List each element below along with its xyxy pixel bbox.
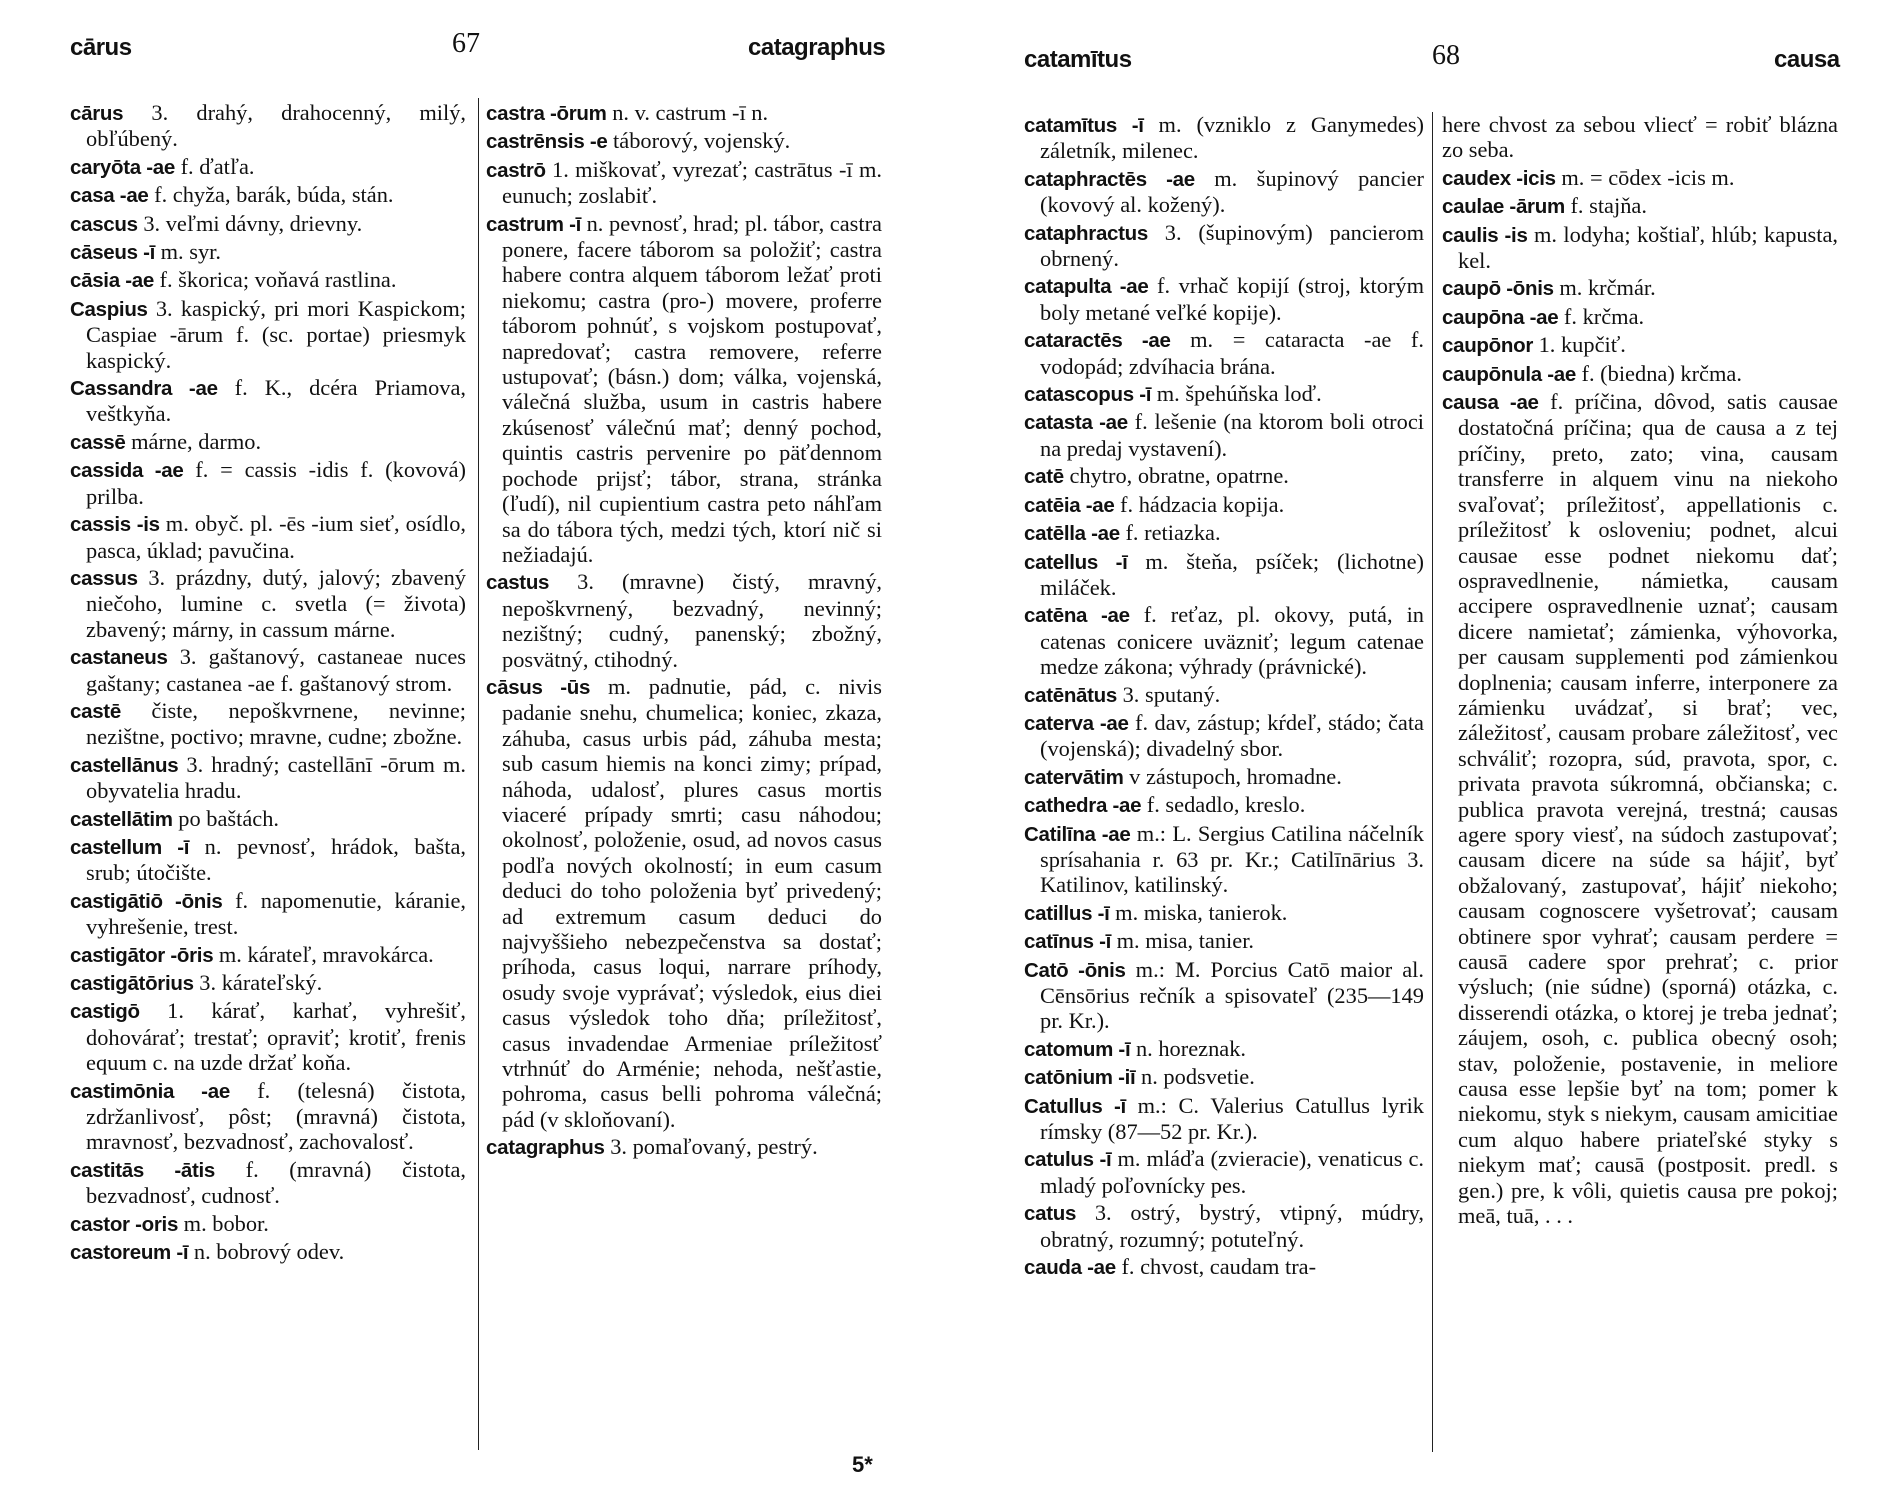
entry-definition: 3. sputaný. (1117, 681, 1221, 707)
entry-headword: castus (486, 571, 550, 595)
entry-definition: f. = cassis -idis f. (kovová) prilba. (86, 457, 467, 509)
dictionary-entry (1442, 332, 1838, 358)
entry-headword: catellus -ī (1024, 550, 1128, 574)
entry-headword: cārus (70, 102, 124, 125)
dictionary-entry (70, 834, 466, 886)
entry-headword: castigō (70, 1000, 140, 1024)
dictionary-entry (1024, 928, 1424, 954)
entry-definition: 3. kaspický, pri mori Kaspickom; Caspiae -ārum f. (sc. portae) priesmyk kaspický. (86, 295, 466, 373)
entry-definition: n. pevnosť, hrádok, bašta, srub; útočište. (86, 833, 466, 886)
entry-definition: m. šteňa, psíček; (lichotne) miláček. (1040, 548, 1424, 600)
dictionary-entry (486, 674, 882, 1132)
entry-definition: márne, darmo. (125, 428, 262, 454)
dictionary-entry (1442, 222, 1838, 274)
right-page-number: 68 (1432, 40, 1460, 71)
entry-definition: n. horeznak. (1130, 1035, 1246, 1061)
entry-definition: f. lešenie (na ktorom boli otroci na predaj vystavení). (1040, 409, 1424, 461)
entry-headword: Catō -ōnis (1024, 958, 1126, 982)
entry-definition: m.: C. Valerius Catullus lyrik rímsky (87—52 pr. Kr.). (1040, 1092, 1424, 1145)
entry-headword: castellānus (70, 753, 179, 777)
dictionary-entry (1024, 463, 1424, 489)
entry-headword: caupōnor (1442, 334, 1533, 358)
entry-definition: m. kárateľ, mravokárca. (213, 941, 434, 967)
entry-definition: n. v. castrum -ī n. (606, 100, 769, 125)
entry-definition: 1. miškovať, vyrezať; castrātus -ī m. eunuch; zoslabiť. (502, 156, 882, 209)
entry-headword: castimōnia -ae (70, 1079, 230, 1103)
column-divider (478, 98, 479, 1450)
entry-headword: castra -ōrum (486, 102, 607, 125)
entry-definition: 3. hradný; castellānī -ōrum m. obyvatelia hradu. (86, 751, 466, 804)
dictionary-entry (486, 1134, 882, 1160)
right-page-column-2 (1442, 112, 1838, 1230)
entry-definition: f. hádzacia kopija. (1114, 491, 1285, 517)
entry-definition: m.: L. Sergius Catilina náčelník sprísahania r. 63 pr. Kr.; Catilīnārius 3. Katilinov, katilinský. (1040, 820, 1424, 898)
dictionary-entry (70, 511, 466, 563)
entry-definition: 3. pomaľovaný, pestrý. (604, 1134, 818, 1160)
entry-definition: f. sedadlo, kreslo. (1141, 792, 1306, 818)
dictionary-entry (70, 296, 466, 373)
entry-definition: m. lodyha; koštiaľ, hlúb; kapusta, kel. (1458, 221, 1838, 274)
entry-definition: m. špehúňska loď. (1151, 381, 1322, 407)
entry-headword: catēlla -ae (1024, 522, 1120, 546)
entry-headword: cassē (70, 430, 126, 454)
dictionary-entry (70, 1239, 466, 1265)
entry-headword: caterva -ae (1024, 711, 1129, 735)
entry-definition: n. pevnosť, hrad; pl. tábor, castra ponere, facere táborom sa položiť; castra habere contra alquem táborom ležať proti niekomu; castra (pro-) movere, proferre táborom pohnúť, s vojskom postupovať, napredovať; castra removere, referre ustupovať; (básn.) dom; válka, vojenská, válečná služba, usum in castris habere zkúsenosť válečnú mať; denný pochod, quintis castris pervenire po päťdennom pochode prijsť; tábor, strana, stránka (ľudí), nil cupientium castra peto náhľam sa do tábora tých, medzi tých, ktorí nič si nežiadajú. (502, 210, 882, 567)
entry-definition: m. padnutie, pád, c. nivis padanie snehu, chumelica; koniec, zkaza, záhuba, casus urbis pád, záhuba mesta; sub casum hiemis na konci zimy; prípad, náhoda, udalosť, plures casus mortis viaceré prípady smrti; casu náhodou; okolnosť, položenie, osud, ad novos casus podľa nových okolností; in eum casum deduci do toho položenia byť privedený; ad extremum casum deduci do najvyššieho nebezpečenstva sa dostať; príhoda, casus loqui, narrare príhody, osudy svoje vyprávať; výsledok, eius diei casus výsledok toho dňa; príležitosť, casus invadendae Armeniae príležitosť vtrhnúť do Arménie; nehoda, nešťastie, pohroma, casus belli pohroma válečná; pád (v skloňovaní). (502, 673, 882, 1132)
entry-definition: m. (vzniklo z Ganymedes) záletník, milenec. (1040, 112, 1424, 164)
entry-definition: f. stajňa. (1564, 193, 1647, 219)
entry-headword: catapulta -ae (1024, 275, 1149, 299)
entry-definition: 3. prázdny, dutý, jalový; zbavený niečoho, lumine c. svetla (= života) zbavený; márny, in cassum márne. (86, 564, 466, 642)
dictionary-entry (1024, 409, 1424, 461)
dictionary-entry (70, 888, 466, 940)
dictionary-entry (70, 267, 466, 293)
dictionary-entry (486, 100, 882, 126)
dictionary-entry (1024, 1146, 1424, 1198)
entry-headword: caupōna -ae (1442, 305, 1559, 329)
dictionary-entry (1442, 165, 1838, 191)
dictionary-entry (1024, 792, 1424, 818)
dictionary-entry (1024, 549, 1424, 601)
entry-definition: m. misa, tanier. (1111, 928, 1255, 954)
dictionary-entry (70, 998, 466, 1075)
entry-headword: catillus -ī (1024, 901, 1110, 925)
entry-headword: casa -ae (70, 184, 149, 208)
signature-mark: 5* (852, 1452, 873, 1477)
entry-headword: catagraphus (486, 1136, 605, 1160)
entry-headword: castor -oris (70, 1212, 179, 1236)
entry-definition: chytro, obratne, opatrne. (1063, 463, 1289, 489)
entry-headword: castrēnsis -e (486, 130, 608, 154)
entry-definition: 3. ostrý, bystrý, vtipný, múdry, obratný, rozumný; potuteľný. (1040, 1200, 1424, 1252)
right-page (944, 0, 1888, 1500)
entry-definition: f. (telesná) čistota, zdržanlivosť, pôst; (mravná) čistota, mravnosť, bezvadnosť, zachovalosť. (86, 1077, 466, 1155)
right-page-column-1 (1024, 112, 1424, 1282)
entry-headword: castrō (486, 158, 546, 182)
dictionary-entry (1024, 381, 1424, 407)
dictionary-entry (70, 752, 466, 804)
entry-definition: f. K., dcéra Priamova, veštkyňa. (86, 375, 466, 427)
dictionary-entry (1442, 275, 1838, 301)
entry-headword: cathedra -ae (1024, 794, 1142, 818)
entry-headword: castaneus (70, 646, 168, 670)
entry-definition: 3. veľmi dávny, drievny. (137, 210, 363, 236)
dictionary-entry (1024, 166, 1424, 218)
entry-definition: táborový, vojenský. (607, 128, 791, 154)
dictionary-entry (1024, 1064, 1424, 1090)
left-page-column-2 (486, 100, 882, 1163)
dictionary-entry (1024, 492, 1424, 518)
entry-definition: f. napomenutie, káranie, vyhrešenie, trest. (86, 887, 466, 940)
entry-definition: 1. kárať, karhať, vyhrešiť, dohovárať; trestať; opraviť; krotiť, frenis equum c. na uzde držať koňa. (86, 998, 466, 1076)
dictionary-entry (486, 128, 882, 154)
dictionary-entry (70, 806, 466, 832)
entry-headword: castigātiō -ōnis (70, 889, 223, 913)
entry-headword: cauda -ae (1024, 1256, 1116, 1280)
entry-headword: cataractēs -ae (1024, 329, 1171, 353)
entry-headword: caryōta -ae (70, 155, 175, 179)
entry-definition: n. podsvetie. (1135, 1064, 1255, 1090)
dictionary-entry (1024, 520, 1424, 546)
entry-headword: catervātim (1024, 765, 1124, 789)
entry-headword: catulus -ī (1024, 1148, 1112, 1172)
dictionary-entry (1442, 304, 1838, 330)
left-page-column-1 (70, 100, 466, 1267)
dictionary-entry (70, 100, 466, 152)
entry-definition: n. bobrový odev. (188, 1239, 345, 1265)
entry-headword: castellum -ī (70, 835, 190, 859)
entry-headword: catēna -ae (1024, 604, 1130, 628)
entry-definition: čiste, nepoškvrnene, nevinne; nezištne, poctivo; mravne, cudne; zbožne. (86, 697, 466, 750)
dictionary-entry (1024, 220, 1424, 272)
dictionary-entry (1024, 273, 1424, 325)
dictionary-entry (1024, 1036, 1424, 1062)
entry-headword: cāsia -ae (70, 269, 154, 293)
dictionary-entry (70, 1078, 466, 1155)
dictionary-entry (70, 565, 466, 642)
entry-definition: m.: M. Porcius Catō maior al. Cēnsōrius rečník a spisovateľ (235—149 pr. Kr.). (1040, 956, 1424, 1034)
entry-definition: 3. drahý, drahocenný, milý, obľúbený. (86, 100, 466, 152)
entry-headword: caupō -ōnis (1442, 277, 1554, 301)
dictionary-entry (70, 211, 466, 237)
entry-headword: catus (1024, 1202, 1077, 1226)
dictionary-entry (486, 211, 882, 568)
dictionary-entry (1024, 957, 1424, 1034)
column-divider (1432, 112, 1433, 1452)
dictionary-entry (1024, 602, 1424, 679)
entry-headword: Cassandra -ae (70, 377, 218, 401)
entry-definition: f. reťaz, pl. okovy, putá, in catenas conicere uväzniť; legum catenae medze zákona; výhrady (právnické). (1040, 602, 1424, 680)
entry-definition: f. príčina, dôvod, satis causae dostatočná príčina; qua de causa a z tej príčiny, preto, zato; vina, causam transferre in alquem vinu na niekoho svaľovať; príležitosť, appellationis c. príležitosť k osloveniu; podnet, alcui causae esse podnet niekomu dať; ospravedlnenie, námietka, causam accipere ospravedlnenie uznať; causam dicere namietať; zámienka, výhovorka, per causam supplementi pod zámienkou doplnenia; causam inferre, interponere za zámienku uvádzať, si brať; vec, záležitosť, causam probare záležitosť, vec schváliť; rozopra, súd, pravota, spor, c. privata pravota súkromná, občianska; c. publica pravota verejná, trestná; causas agere spory viesť, na súdoch zastupovať; causam dicere na súde sa hájiť, byť obžalovaný, zastupovať, hájiť niekoho; causam cognoscere vyšetrovať; causam obtinere spor vyhrať; causam perdere = causā cadere spor prehrať; c. prior výsluch; (nie súdne) (sporná) otázka, c. disserendi otázka, o ktorej je treba jednať; záujem, osoh, c. publica obecný osoh; stav, položenie, postavenie, in meliore causa esse lepšie byť na tom; pomer k niekomu, styk s niekym, causam amicitiae cum alquo habere priateľské styky s niekym mať; causā (postposit. predl. s gen.) pre, k vôli, quietis causa pre pokoj; meā, tuā, . . . (1458, 389, 1838, 1229)
entry-definition: 3. (mravne) čistý, mravný, nepoškvrnený, bezvadný, nevinný; nezištný; cudný, panenský; zbožný, posvätný, ctihodný. (502, 569, 882, 672)
right-guide-word-first: catamītus (1024, 46, 1132, 73)
dictionary-entry (70, 239, 466, 265)
entry-definition: f. chyža, barák, búda, stán. (148, 182, 394, 208)
entry-definition: here chvost za sebou vliecť = robiť blázna zo seba. (1442, 112, 1838, 163)
dictionary-entry (1024, 1093, 1424, 1145)
entry-definition: f. vrhač kopijí (stroj, ktorým boly metané veľké kopije). (1040, 273, 1424, 325)
entry-headword: cascus (70, 212, 138, 236)
right-guide-word-last: causa (1774, 46, 1840, 73)
entry-headword: castē (70, 699, 121, 723)
entry-headword: castoreum -ī (70, 1241, 189, 1265)
entry-definition: m. obyč. pl. -ēs -ium sieť, osídlo, pasca, úklad; pavučina. (86, 511, 466, 563)
dictionary-entry (1024, 682, 1424, 708)
dictionary-entry (1024, 900, 1424, 926)
entry-definition: m. mláďa (zvieracie), venaticus c. mladý poľovnícky pes. (1040, 1146, 1424, 1198)
dictionary-entry (486, 157, 882, 209)
entry-headword: Caspius (70, 297, 148, 321)
entry-headword: castellātim (70, 807, 173, 831)
dictionary-entry (70, 942, 466, 968)
dictionary-entry (486, 569, 882, 672)
dictionary-entry (1024, 1254, 1424, 1280)
dictionary-entry (1442, 193, 1838, 219)
dictionary-entry (70, 1211, 466, 1237)
entry-headword: caulae -ārum (1442, 195, 1565, 219)
entry-definition: m. syr. (155, 239, 221, 265)
entry-headword: catē (1024, 465, 1064, 489)
dictionary-entry (70, 970, 466, 996)
dictionary-entry (70, 644, 466, 696)
entry-headword: catascopus -ī (1024, 383, 1152, 407)
entry-headword: castrum -ī (486, 212, 581, 236)
entry-headword: cassida -ae (70, 459, 184, 483)
entry-definition: 3. gaštanový, castaneae nuces gaštany; castanea -ae f. gaštanový strom. (86, 644, 466, 696)
entry-definition: f. dav, zástup; kŕdeľ, stádo; čata (vojenská); divadelný sbor. (1040, 709, 1424, 762)
entry-headword: caulis -is (1442, 223, 1528, 247)
entry-headword: catōnium -iī (1024, 1066, 1136, 1090)
entry-headword: catēnātus (1024, 683, 1118, 707)
entry-headword: caupōnula -ae (1442, 362, 1576, 386)
entry-definition: f. ďatľa. (174, 153, 255, 179)
entry-definition: m. = cōdex -icis m. (1555, 164, 1735, 190)
dictionary-entry (70, 698, 466, 750)
dictionary-entry (1442, 389, 1838, 1228)
dictionary-entry (70, 154, 466, 180)
left-guide-word-last: catagraphus (748, 34, 886, 61)
entry-headword: castigātōrius (70, 972, 194, 995)
entry-headword: catīnus -ī (1024, 930, 1111, 954)
dictionary-entry (70, 1157, 466, 1209)
entry-headword: causa -ae (1442, 391, 1539, 415)
dictionary-entry (1024, 764, 1424, 790)
entry-headword: Catilīna -ae (1024, 822, 1131, 846)
entry-definition: f. krčma. (1558, 303, 1645, 329)
dictionary-entry (70, 182, 466, 208)
entry-headword: cāsus -ūs (486, 675, 591, 699)
dictionary-entry (1024, 327, 1424, 379)
entry-headword: catasta -ae (1024, 411, 1128, 435)
entry-definition: m. šupinový pancier (kovový al. kožený). (1040, 165, 1424, 218)
entry-headword: catomum -ī (1024, 1037, 1131, 1061)
left-guide-word-first: cārus (70, 34, 132, 61)
entry-headword: cataphractēs -ae (1024, 167, 1195, 191)
entry-headword: Catullus -ī (1024, 1094, 1126, 1118)
entry-definition: 3. (šupinovým) pancierom obrnený. (1040, 219, 1424, 272)
entry-headword: cassis -is (70, 513, 160, 537)
entry-definition: m. krčmár. (1553, 275, 1656, 301)
dictionary-entry (70, 429, 466, 455)
dictionary-entry (1024, 112, 1424, 164)
entry-definition: 1. kupčiť. (1533, 332, 1626, 358)
dictionary-entry (1442, 112, 1838, 163)
entry-definition: f. (mravná) čistota, bezvadnosť, cudnosť. (86, 1156, 466, 1209)
left-page-number: 67 (452, 28, 480, 59)
entry-definition: m. = cataracta -ae f. vodopád; zdvíhacia brána. (1040, 327, 1424, 379)
entry-headword: catēia -ae (1024, 493, 1115, 517)
entry-definition: f. škorica; voňavá rastlina. (153, 267, 397, 293)
dictionary-entry (70, 457, 466, 509)
entry-definition: m. miska, tanierok. (1109, 899, 1288, 925)
entry-headword: catamītus -ī (1024, 114, 1144, 137)
dictionary-entry (1442, 361, 1838, 387)
entry-headword: castigātor -ōris (70, 943, 214, 967)
dictionary-entry (1024, 710, 1424, 762)
entry-definition: v zástupoch, hromadne. (1123, 763, 1342, 789)
entry-definition: f. retiazka. (1119, 520, 1221, 546)
entry-definition: f. (biedna) krčma. (1575, 360, 1742, 386)
entry-definition: m. bobor. (178, 1210, 269, 1236)
entry-definition: po baštách. (172, 805, 280, 831)
dictionary-entry (70, 375, 466, 427)
entry-headword: cassus (70, 566, 138, 590)
entry-headword: cāseus -ī (70, 241, 156, 265)
entry-headword: caudex -icis (1442, 166, 1556, 190)
entry-headword: castitās -ātis (70, 1158, 216, 1182)
dictionary-entry (1024, 1200, 1424, 1252)
entry-headword: cataphractus (1024, 221, 1149, 245)
dictionary-entry (1024, 821, 1424, 898)
entry-definition: f. chvost, caudam tra- (1115, 1254, 1317, 1280)
entry-definition: 3. kárateľský. (193, 970, 323, 995)
